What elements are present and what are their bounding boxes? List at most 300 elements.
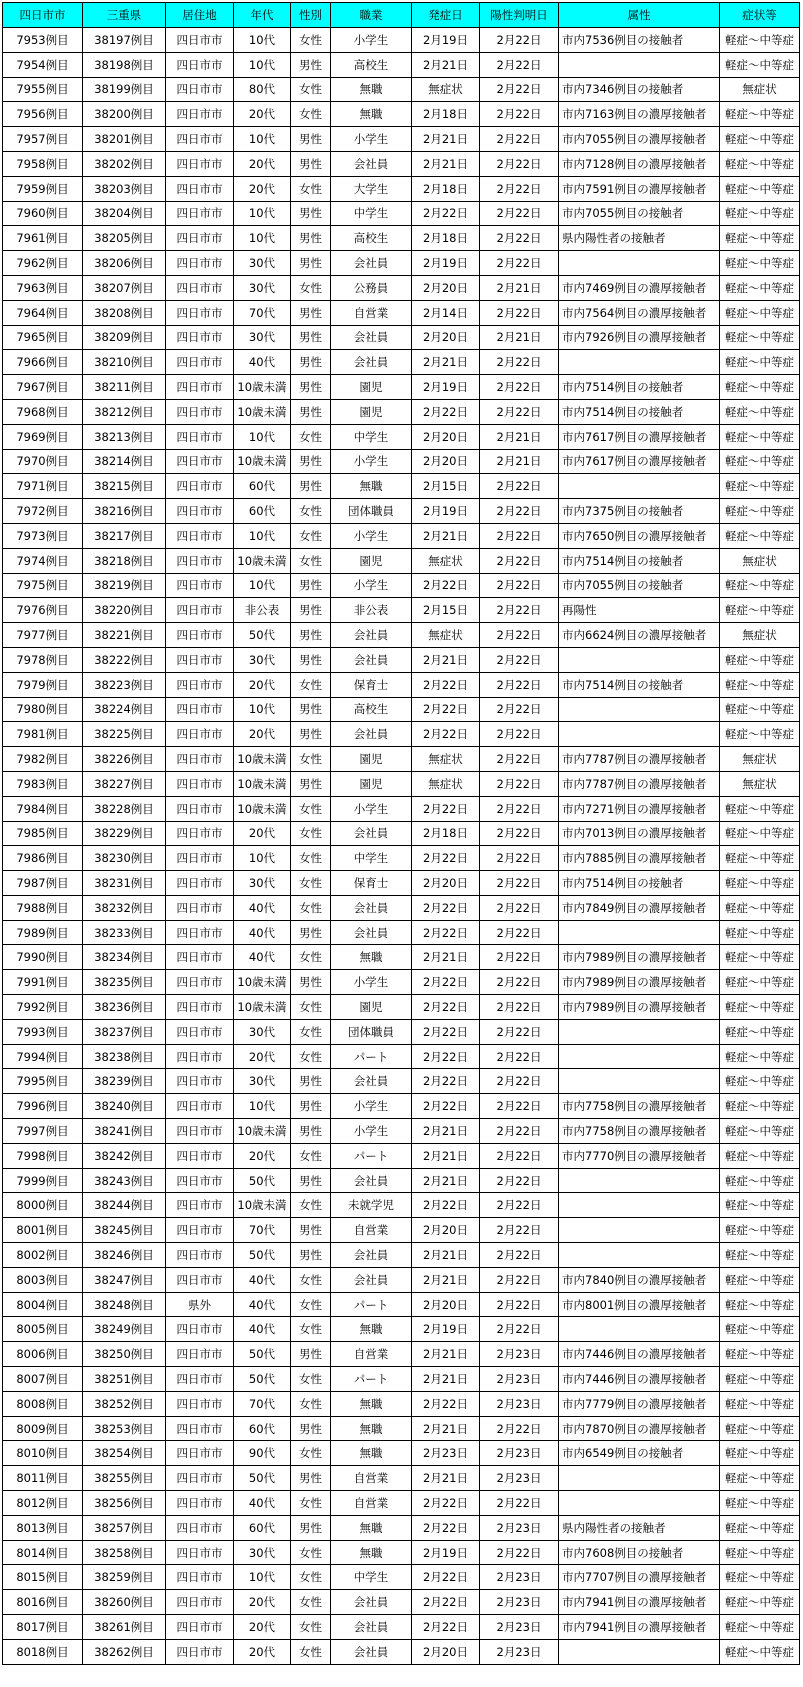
cell-city-number: 7994例目: [3, 1044, 83, 1069]
cell-sex: 女性: [291, 102, 331, 127]
cell-city-number: 7975例目: [3, 573, 83, 598]
cell-positive-date: 2月23日: [480, 1590, 559, 1615]
cell-onset-date: 2月20日: [412, 325, 480, 350]
cell-occupation: 無職: [331, 102, 412, 127]
cell-prefecture-number: 38210例目: [83, 350, 166, 375]
cell-occupation: 団体職員: [331, 499, 412, 524]
cell-city-number: 8007例目: [3, 1367, 83, 1392]
cell-residence: 四日市市: [166, 970, 234, 995]
cell-age: 10歳未満: [234, 399, 291, 424]
cell-city-number: 8009例目: [3, 1416, 83, 1441]
cell-positive-date: 2月22日: [480, 920, 559, 945]
cell-residence: 四日市市: [166, 722, 234, 747]
cell-residence: 四日市市: [166, 796, 234, 821]
cell-symptoms: 軽症～中等症: [720, 127, 800, 152]
cell-symptoms: 軽症～中等症: [720, 1466, 800, 1491]
cell-symptoms: 軽症～中等症: [720, 1119, 800, 1144]
cell-age: 20代: [234, 821, 291, 846]
cell-symptoms: 軽症～中等症: [720, 1491, 800, 1516]
cell-symptoms: 軽症～中等症: [720, 28, 800, 53]
cell-prefecture-number: 38228例目: [83, 796, 166, 821]
cell-city-number: 7996例目: [3, 1094, 83, 1119]
cell-symptoms: 軽症～中等症: [720, 176, 800, 201]
cell-positive-date: 2月21日: [480, 424, 559, 449]
cell-symptoms: 軽症～中等症: [720, 1094, 800, 1119]
cell-city-number: 7991例目: [3, 970, 83, 995]
cell-residence: 四日市市: [166, 623, 234, 648]
cell-symptoms: 軽症～中等症: [720, 251, 800, 276]
table-row: [3, 1218, 800, 1243]
cell-city-number: 7963例目: [3, 275, 83, 300]
cell-onset-date: 2月21日: [412, 1168, 480, 1193]
cell-residence: 四日市市: [166, 77, 234, 102]
cell-occupation: 会社員: [331, 151, 412, 176]
cell-residence: 四日市市: [166, 573, 234, 598]
cell-age: 40代: [234, 1317, 291, 1342]
cell-symptoms: 軽症～中等症: [720, 722, 800, 747]
cell-city-number: 7960例目: [3, 201, 83, 226]
cell-onset-date: 無症状: [412, 548, 480, 573]
cell-occupation: 園児: [331, 399, 412, 424]
cell-residence: 四日市市: [166, 350, 234, 375]
table-row: [3, 499, 800, 524]
cell-occupation: 高校生: [331, 226, 412, 251]
cell-symptoms: 軽症～中等症: [720, 474, 800, 499]
cell-residence: 四日市市: [166, 474, 234, 499]
header-prefecture-number: 三重県: [83, 3, 166, 28]
cell-residence: 県外: [166, 1292, 234, 1317]
cell-onset-date: 無症状: [412, 747, 480, 772]
cell-age: 30代: [234, 1019, 291, 1044]
cell-residence: 四日市市: [166, 1193, 234, 1218]
cell-prefecture-number: 38219例目: [83, 573, 166, 598]
cell-prefecture-number: 38243例目: [83, 1168, 166, 1193]
cell-onset-date: 2月22日: [412, 1193, 480, 1218]
cell-positive-date: 2月22日: [480, 821, 559, 846]
cell-occupation: 小学生: [331, 796, 412, 821]
cell-occupation: 自営業: [331, 1342, 412, 1367]
cell-attribute: 市内7514例目の接触者: [559, 399, 720, 424]
cell-sex: 男性: [291, 399, 331, 424]
table-row: [3, 1590, 800, 1615]
table-row: [3, 1441, 800, 1466]
cell-occupation: 中学生: [331, 201, 412, 226]
cell-onset-date: 2月18日: [412, 102, 480, 127]
cell-onset-date: 2月22日: [412, 1565, 480, 1590]
cell-prefecture-number: 38257例目: [83, 1515, 166, 1540]
cell-occupation: 無職: [331, 474, 412, 499]
cell-age: 40代: [234, 1292, 291, 1317]
cell-age: 40代: [234, 895, 291, 920]
cell-sex: 男性: [291, 623, 331, 648]
header-attribute: 属性: [559, 3, 720, 28]
cell-attribute: 市内6624例目の濃厚接触者: [559, 623, 720, 648]
cell-sex: 男性: [291, 697, 331, 722]
cell-city-number: 7992例目: [3, 995, 83, 1020]
cell-onset-date: 2月22日: [412, 1615, 480, 1640]
cell-onset-date: 2月19日: [412, 1317, 480, 1342]
cell-residence: 四日市市: [166, 226, 234, 251]
cell-positive-date: 2月22日: [480, 598, 559, 623]
cell-onset-date: 無症状: [412, 623, 480, 648]
table-row: [3, 821, 800, 846]
cell-positive-date: 2月22日: [480, 1044, 559, 1069]
cell-prefecture-number: 38209例目: [83, 325, 166, 350]
cell-city-number: 7953例目: [3, 28, 83, 53]
cell-city-number: 7972例目: [3, 499, 83, 524]
cell-positive-date: 2月22日: [480, 1119, 559, 1144]
cell-residence: 四日市市: [166, 102, 234, 127]
cell-residence: 四日市市: [166, 52, 234, 77]
cell-sex: 女性: [291, 1491, 331, 1516]
cell-sex: 女性: [291, 523, 331, 548]
cell-residence: 四日市市: [166, 1094, 234, 1119]
cell-onset-date: 2月21日: [412, 1367, 480, 1392]
cell-residence: 四日市市: [166, 1466, 234, 1491]
cell-sex: 男性: [291, 771, 331, 796]
cell-positive-date: 2月22日: [480, 796, 559, 821]
cell-sex: 女性: [291, 1441, 331, 1466]
cell-city-number: 8010例目: [3, 1441, 83, 1466]
cell-city-number: 7962例目: [3, 251, 83, 276]
cell-occupation: 会社員: [331, 1639, 412, 1664]
cell-sex: 男性: [291, 573, 331, 598]
cell-city-number: 7954例目: [3, 52, 83, 77]
cell-attribute: 市内7013例目の濃厚接触者: [559, 821, 720, 846]
cell-occupation: 小学生: [331, 1094, 412, 1119]
cell-symptoms: 軽症～中等症: [720, 1565, 800, 1590]
cell-occupation: 会社員: [331, 1590, 412, 1615]
cell-occupation: 園児: [331, 771, 412, 796]
cell-attribute: 市内7446例目の濃厚接触者: [559, 1342, 720, 1367]
cell-attribute: 市内7989例目の濃厚接触者: [559, 995, 720, 1020]
cell-onset-date: 無症状: [412, 77, 480, 102]
cell-symptoms: 軽症～中等症: [720, 573, 800, 598]
cell-prefecture-number: 38213例目: [83, 424, 166, 449]
cell-sex: 女性: [291, 1143, 331, 1168]
cell-attribute: 市内7055例目の濃厚接触者: [559, 127, 720, 152]
cell-positive-date: 2月22日: [480, 52, 559, 77]
cell-prefecture-number: 38241例目: [83, 1119, 166, 1144]
cell-occupation: 園児: [331, 375, 412, 400]
cell-age: 40代: [234, 1491, 291, 1516]
cell-attribute: 市内7617例目の濃厚接触者: [559, 424, 720, 449]
cell-age: 50代: [234, 1243, 291, 1268]
cell-prefecture-number: 38225例目: [83, 722, 166, 747]
cell-prefecture-number: 38238例目: [83, 1044, 166, 1069]
table-row: [3, 995, 800, 1020]
cell-sex: 男性: [291, 375, 331, 400]
cell-positive-date: 2月22日: [480, 77, 559, 102]
cell-onset-date: 2月20日: [412, 449, 480, 474]
cell-occupation: 小学生: [331, 970, 412, 995]
cell-occupation: 会社員: [331, 1069, 412, 1094]
cell-residence: 四日市市: [166, 1119, 234, 1144]
cell-residence: 四日市市: [166, 424, 234, 449]
cell-age: 60代: [234, 474, 291, 499]
cell-symptoms: 軽症～中等症: [720, 499, 800, 524]
cell-attribute: [559, 1044, 720, 1069]
cell-positive-date: 2月23日: [480, 1441, 559, 1466]
cell-residence: 四日市市: [166, 995, 234, 1020]
cell-age: 30代: [234, 1540, 291, 1565]
cell-symptoms: 軽症～中等症: [720, 275, 800, 300]
cell-sex: 女性: [291, 1019, 331, 1044]
cell-city-number: 7968例目: [3, 399, 83, 424]
cell-attribute: 市内7446例目の濃厚接触者: [559, 1367, 720, 1392]
cell-attribute: 市内7787例目の濃厚接触者: [559, 771, 720, 796]
table-row: [3, 1416, 800, 1441]
cell-prefecture-number: 38246例目: [83, 1243, 166, 1268]
cell-attribute: 市内7870例目の濃厚接触者: [559, 1416, 720, 1441]
cell-city-number: 7980例目: [3, 697, 83, 722]
cell-occupation: 小学生: [331, 1119, 412, 1144]
cell-city-number: 8005例目: [3, 1317, 83, 1342]
cell-onset-date: 2月22日: [412, 920, 480, 945]
table-row: [3, 325, 800, 350]
cell-sex: 男性: [291, 300, 331, 325]
cell-onset-date: 2月22日: [412, 1094, 480, 1119]
cell-attribute: 市内7779例目の濃厚接触者: [559, 1391, 720, 1416]
cell-onset-date: 2月21日: [412, 1416, 480, 1441]
cell-sex: 女性: [291, 945, 331, 970]
cell-prefecture-number: 38260例目: [83, 1590, 166, 1615]
cell-age: 70代: [234, 1391, 291, 1416]
cell-sex: 男性: [291, 1119, 331, 1144]
cell-symptoms: 軽症～中等症: [720, 1193, 800, 1218]
cell-onset-date: 2月21日: [412, 945, 480, 970]
cell-residence: 四日市市: [166, 1044, 234, 1069]
cell-age: 非公表: [234, 598, 291, 623]
table-row: [3, 623, 800, 648]
header-occupation: 職業: [331, 3, 412, 28]
cell-symptoms: 軽症～中等症: [720, 1515, 800, 1540]
cell-residence: 四日市市: [166, 1218, 234, 1243]
cell-attribute: [559, 1069, 720, 1094]
cell-prefecture-number: 38249例目: [83, 1317, 166, 1342]
cell-symptoms: 軽症～中等症: [720, 300, 800, 325]
cell-city-number: 7966例目: [3, 350, 83, 375]
cell-attribute: [559, 350, 720, 375]
cell-symptoms: 軽症～中等症: [720, 523, 800, 548]
cell-occupation: 小学生: [331, 573, 412, 598]
header-row: [3, 3, 800, 28]
cell-occupation: 中学生: [331, 424, 412, 449]
cell-attribute: 県内陽性者の接触者: [559, 226, 720, 251]
cell-age: 10歳未満: [234, 1193, 291, 1218]
cell-symptoms: 軽症～中等症: [720, 1441, 800, 1466]
cell-sex: 男性: [291, 201, 331, 226]
header-onset-date: 発症日: [412, 3, 480, 28]
cell-attribute: 市内7608例目の接触者: [559, 1540, 720, 1565]
cell-city-number: 7967例目: [3, 375, 83, 400]
cell-prefecture-number: 38261例目: [83, 1615, 166, 1640]
cell-sex: 女性: [291, 176, 331, 201]
cell-residence: 四日市市: [166, 1367, 234, 1392]
cell-positive-date: 2月22日: [480, 1416, 559, 1441]
cell-age: 30代: [234, 647, 291, 672]
cell-residence: 四日市市: [166, 1590, 234, 1615]
cell-positive-date: 2月22日: [480, 1491, 559, 1516]
cell-attribute: 市内7564例目の濃厚接触者: [559, 300, 720, 325]
cell-attribute: 市内7989例目の濃厚接触者: [559, 970, 720, 995]
cell-age: 10代: [234, 226, 291, 251]
cell-positive-date: 2月22日: [480, 375, 559, 400]
cell-residence: 四日市市: [166, 1416, 234, 1441]
cell-sex: 女性: [291, 1367, 331, 1392]
cell-residence: 四日市市: [166, 1491, 234, 1516]
cell-onset-date: 2月21日: [412, 52, 480, 77]
cell-onset-date: 2月22日: [412, 846, 480, 871]
cell-city-number: 7959例目: [3, 176, 83, 201]
cell-positive-date: 2月23日: [480, 1391, 559, 1416]
cell-age: 10代: [234, 846, 291, 871]
cell-residence: 四日市市: [166, 1391, 234, 1416]
cell-occupation: 未就学児: [331, 1193, 412, 1218]
cell-prefecture-number: 38201例目: [83, 127, 166, 152]
cell-positive-date: 2月22日: [480, 151, 559, 176]
cell-positive-date: 2月22日: [480, 300, 559, 325]
table-row: [3, 1094, 800, 1119]
cell-age: 50代: [234, 623, 291, 648]
cell-city-number: 8018例目: [3, 1639, 83, 1664]
cell-prefecture-number: 38203例目: [83, 176, 166, 201]
cell-city-number: 7978例目: [3, 647, 83, 672]
cell-symptoms: 軽症～中等症: [720, 1044, 800, 1069]
cell-onset-date: 2月18日: [412, 176, 480, 201]
cell-city-number: 7969例目: [3, 424, 83, 449]
cell-city-number: 8013例目: [3, 1515, 83, 1540]
cell-attribute: [559, 722, 720, 747]
cell-age: 50代: [234, 1466, 291, 1491]
table-row: [3, 871, 800, 896]
cell-occupation: 無職: [331, 1441, 412, 1466]
cell-residence: 四日市市: [166, 375, 234, 400]
cell-sex: 女性: [291, 275, 331, 300]
cell-city-number: 7974例目: [3, 548, 83, 573]
cell-residence: 四日市市: [166, 399, 234, 424]
cell-occupation: 小学生: [331, 449, 412, 474]
cell-prefecture-number: 38244例目: [83, 1193, 166, 1218]
table-row: [3, 1565, 800, 1590]
cell-onset-date: 2月22日: [412, 1069, 480, 1094]
cell-positive-date: 2月22日: [480, 722, 559, 747]
cell-residence: 四日市市: [166, 1243, 234, 1268]
cell-positive-date: 2月23日: [480, 1639, 559, 1664]
cell-residence: 四日市市: [166, 846, 234, 871]
table-row: [3, 28, 800, 53]
cell-symptoms: 軽症～中等症: [720, 895, 800, 920]
cell-city-number: 7971例目: [3, 474, 83, 499]
cell-positive-date: 2月23日: [480, 1615, 559, 1640]
cell-age: 10代: [234, 127, 291, 152]
cell-occupation: 会社員: [331, 920, 412, 945]
cell-city-number: 7955例目: [3, 77, 83, 102]
table-row: [3, 1243, 800, 1268]
cell-prefecture-number: 38252例目: [83, 1391, 166, 1416]
cell-sex: 女性: [291, 1391, 331, 1416]
table-row: [3, 1466, 800, 1491]
cell-symptoms: 軽症～中等症: [720, 1639, 800, 1664]
table-row: [3, 102, 800, 127]
cell-residence: 四日市市: [166, 747, 234, 772]
cell-prefecture-number: 38231例目: [83, 871, 166, 896]
cell-sex: 男性: [291, 449, 331, 474]
cell-occupation: 会社員: [331, 1243, 412, 1268]
cell-sex: 男性: [291, 474, 331, 499]
cell-age: 30代: [234, 275, 291, 300]
cell-onset-date: 2月22日: [412, 995, 480, 1020]
cell-residence: 四日市市: [166, 176, 234, 201]
cell-residence: 四日市市: [166, 697, 234, 722]
cell-city-number: 7985例目: [3, 821, 83, 846]
cell-attribute: 市内7707例目の濃厚接触者: [559, 1565, 720, 1590]
cell-prefecture-number: 38235例目: [83, 970, 166, 995]
cell-age: 10代: [234, 201, 291, 226]
cell-prefecture-number: 38199例目: [83, 77, 166, 102]
cell-sex: 男性: [291, 1466, 331, 1491]
cell-city-number: 8008例目: [3, 1391, 83, 1416]
cell-residence: 四日市市: [166, 920, 234, 945]
cell-attribute: 市内7514例目の接触者: [559, 871, 720, 896]
cell-prefecture-number: 38223例目: [83, 672, 166, 697]
cell-city-number: 7997例目: [3, 1119, 83, 1144]
cell-positive-date: 2月22日: [480, 1094, 559, 1119]
cell-symptoms: 軽症～中等症: [720, 672, 800, 697]
cell-prefecture-number: 38242例目: [83, 1143, 166, 1168]
cell-city-number: 7983例目: [3, 771, 83, 796]
cell-attribute: [559, 1193, 720, 1218]
cell-age: 10歳未満: [234, 970, 291, 995]
cell-symptoms: 軽症～中等症: [720, 1540, 800, 1565]
cell-attribute: 市内7941例目の濃厚接触者: [559, 1590, 720, 1615]
cell-attribute: [559, 1491, 720, 1516]
cell-attribute: [559, 647, 720, 672]
cell-age: 50代: [234, 1168, 291, 1193]
cell-age: 20代: [234, 672, 291, 697]
cell-positive-date: 2月22日: [480, 1540, 559, 1565]
cell-positive-date: 2月22日: [480, 1069, 559, 1094]
cell-onset-date: 2月22日: [412, 796, 480, 821]
cell-occupation: 会社員: [331, 895, 412, 920]
cell-onset-date: 2月23日: [412, 1441, 480, 1466]
table-row: [3, 375, 800, 400]
table-row: [3, 1615, 800, 1640]
cell-age: 90代: [234, 1441, 291, 1466]
cell-onset-date: 2月19日: [412, 28, 480, 53]
cell-positive-date: 2月21日: [480, 275, 559, 300]
cell-onset-date: 2月21日: [412, 151, 480, 176]
cell-symptoms: 軽症～中等症: [720, 697, 800, 722]
cell-sex: 女性: [291, 796, 331, 821]
cell-occupation: 保育士: [331, 871, 412, 896]
cell-age: 40代: [234, 945, 291, 970]
table-row: [3, 424, 800, 449]
cell-age: 30代: [234, 871, 291, 896]
cell-onset-date: 2月21日: [412, 127, 480, 152]
cell-onset-date: 2月22日: [412, 970, 480, 995]
cell-age: 20代: [234, 1143, 291, 1168]
cell-age: 10歳未満: [234, 375, 291, 400]
cell-sex: 男性: [291, 1515, 331, 1540]
cell-symptoms: 軽症～中等症: [720, 1069, 800, 1094]
cell-age: 30代: [234, 1069, 291, 1094]
table-row: [3, 275, 800, 300]
cell-residence: 四日市市: [166, 1143, 234, 1168]
cell-city-number: 7988例目: [3, 895, 83, 920]
cell-residence: 四日市市: [166, 1565, 234, 1590]
cell-age: 20代: [234, 1615, 291, 1640]
